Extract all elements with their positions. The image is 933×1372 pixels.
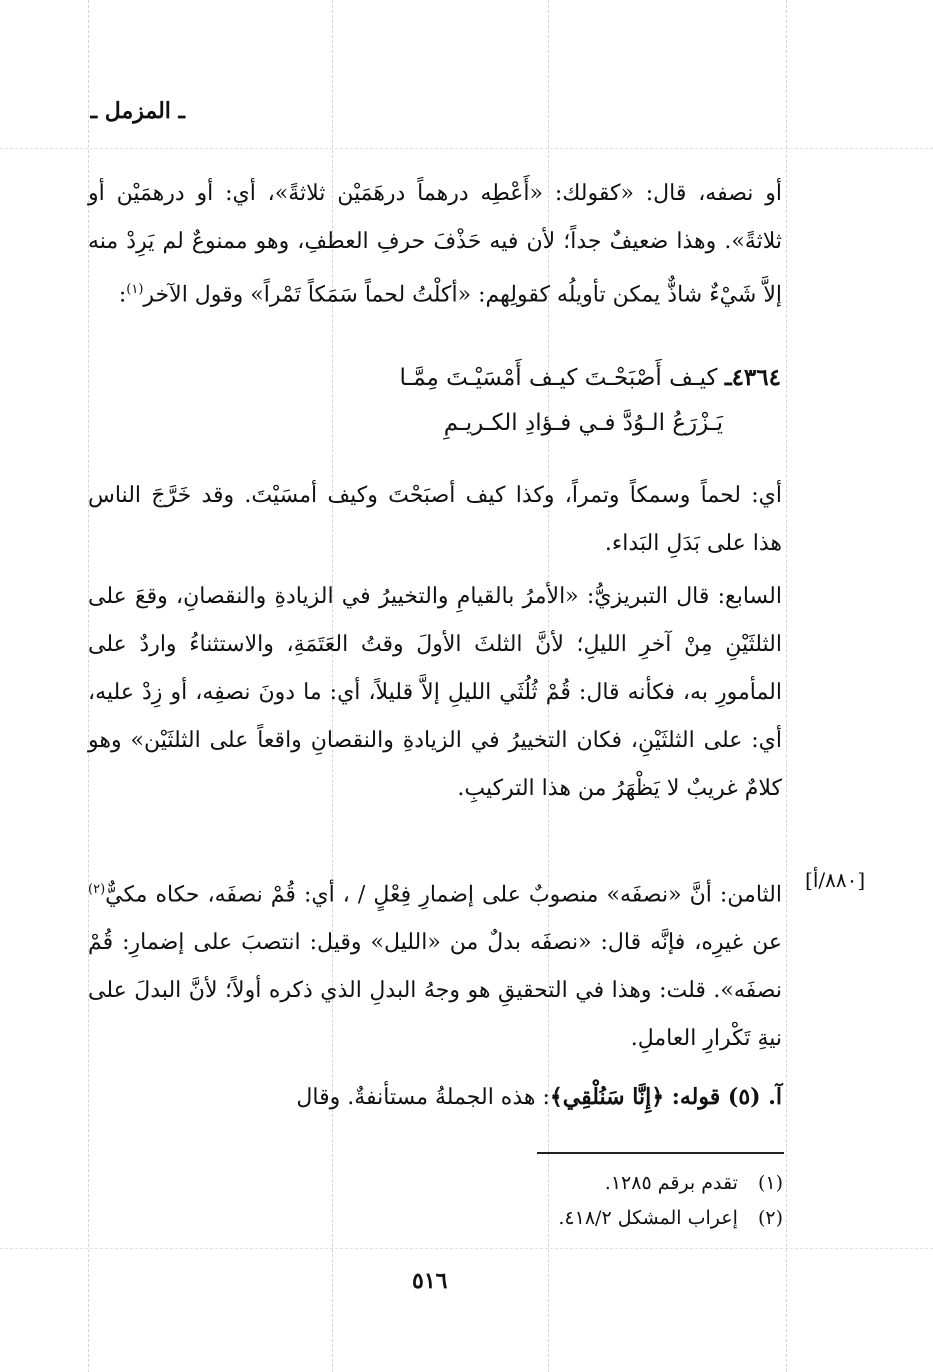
footnote-marker[interactable]: (٢): [88, 882, 106, 897]
paragraph-text: عن غيرِه، فإنَّه قال: «نصفَه بدلٌ من «الليل» وقيل: انتصبَ على إضمارِ: قُمْ نصفَه». قلت: وهذا في التحقيقِ هو وجهُ البدلِ الذي ذكره أولاً؛ لأنَّ البدلَ على نيةِ تَكْرارِ العاملِ.: [88, 930, 782, 1052]
footnote-number: (٢): [757, 1207, 783, 1229]
verse-line-1: [400, 364, 782, 391]
paragraph-text: : هذه الجملةُ مستأنفةٌ. وقال: [296, 1085, 550, 1110]
paragraph-text: السابع: قال التبريزيُّ: «الأمرُ بالقيامِ والتخييرُ في الزيادةِ والنقصانِ، وقعَ على الثلثَيْنِ مِنْ آخرِ الليلِ؛ لأنَّ الثلثَ الأولَ وقتُ العَتَمَةِ، والاستثناءُ واردٌ على المأمورِ به، فكأنه قال: قُمْ ثُلُثَي الليلِ إلاَّ قليلاً، أي: ما دونَ نصفِه، أو زِدْ عليه، أي: على الثلثَيْنِ، فكان التخييرُ في الزيادةِ والنقصانِ واقعاً على الثلثَيْن» وهو كلامٌ غريبٌ لا يَظْهَرُ من هذا التركيبِ.: [88, 584, 782, 801]
paragraph-text: أو نصفه، قال: «كقولك: «أَعْطِه درهماً درهَمَيْن ثلاثةً»، أي: أو درهمَيْن أو ثلاثةً». وهذا ضعيفٌ جداً؛ لأن فيه حَذْفَ حرفِ العطفِ، وهو ممنوعٌ لم يَرِدْ منه إلاَّ شَيْءٌ شاذٌّ يمكن تأويلُه كقولِهم: «أكلْتُ لحماً سَمَكاً تَمْراً» وقول الآخر: [88, 181, 782, 308]
footnote-2: [558, 1207, 783, 1229]
footnote-separator: [537, 1152, 784, 1154]
footnote-text: تقدم برقم ١٢٨٥.: [604, 1172, 738, 1194]
scan-guide-line: [0, 1248, 933, 1249]
paragraph-verse-five: [88, 1073, 782, 1122]
paragraph-intro: [88, 170, 782, 319]
scan-guide-line: [0, 148, 933, 149]
paragraph-explanation: [88, 472, 782, 568]
page-number: ٥١٦: [412, 1268, 448, 1294]
footnote-marker[interactable]: (١): [126, 282, 144, 297]
verse-hemistich-1: كيـف أَصْبَحْـتَ كيـف أَمْسَيْـتَ مِمَّـا: [399, 365, 718, 391]
footnote-1: [605, 1172, 783, 1194]
verse-line-2: [444, 410, 723, 436]
margin-reference: [٨٨٠/أ]: [805, 868, 866, 892]
paragraph-text: :: [118, 282, 127, 308]
footnote-text: إعراب المشكل ٤١٨/٢.: [558, 1207, 738, 1229]
paragraph-eighth: [88, 866, 782, 1063]
paragraph-seventh: [88, 573, 782, 813]
verse-number: ٤٣٦٤ـ: [724, 364, 781, 391]
verse-hemistich-2: يَـزْرَعُ الـوُدَّ فـي فـؤادِ الكـريـمِ: [443, 410, 723, 436]
footnote-number: (١): [757, 1172, 783, 1194]
quran-verse-heading: آ. (٥) قوله: ﴿إِنَّا سَنُلْقِي﴾: [549, 1084, 782, 1110]
paragraph-text: أي: لحماً وسمكاً وتمراً، وكذا كيف أصبَحْتَ وكيف أمسَيْتَ. وقد خَرَّجَ الناس هذا على بَدَلِ البَداء.: [88, 483, 782, 556]
paragraph-text: الثامن: أنَّ «نصفَه» منصوبٌ على إضمارِ فِعْلٍ / ، أي: قُمْ نصفَه، حكاه مكيٌّ: [105, 882, 782, 908]
running-header: ـ المزمل ـ: [90, 98, 185, 124]
scan-guide-line: [786, 0, 787, 1372]
